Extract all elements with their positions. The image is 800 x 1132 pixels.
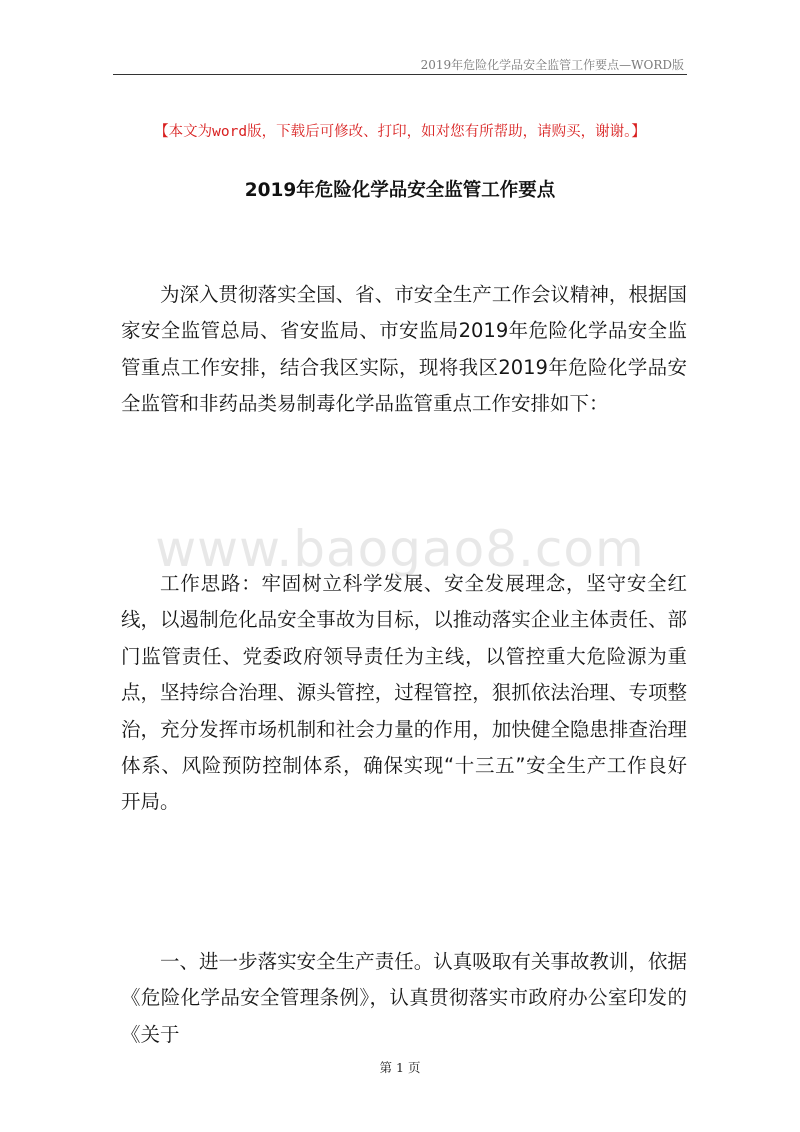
page-number: 第 1 页 [379,1060,421,1075]
body-paragraph-approach: 工作思路：牢固树立科学发展、安全发展理念，坚守安全红线，以遏制危化品安全事故为目标，以推动落实企业主体责任、部门监管责任、党委政府领导责任为主线，以管控重大危险源为重点，坚持综合治理、源头管控，过程管控，狠抓依法治理、专项整治，充分发挥市场机制和社会力量的作用，加快健全隐患排查治理体系、风险预防控制体系，确保实现“十三五”安全生产工作良好开局。 [121,572,687,814]
body-paragraph-section-one: 一、进一步落实安全生产责任。认真吸取有关事故教训，依据《危险化学品安全管理条例》，认真贯彻落实市政府办公室印发的《关于 [121,950,687,1046]
header-divider [113,74,687,75]
body-paragraph-intro: 为深入贯彻落实全国、省、市安全生产工作会议精神，根据国家安全监管总局、省安监局、市安监局2019年危险化学品安全监管重点工作安排，结合我区实际，现将我区2019年危险化学品安全监管和非药品类易制毒化学品监管重点工作安排如下： [121,283,687,416]
watermark: www.baogao8.com [155,520,645,578]
running-header: 2019年危险化学品安全监管工作要点—WORD版 [420,58,684,72]
purchase-notice: 【本文为word版，下载后可修改、打印，如对您有所帮助，请购买，谢谢。】 [154,124,646,140]
document-title: 2019年危险化学品安全监管工作要点 [244,180,556,201]
